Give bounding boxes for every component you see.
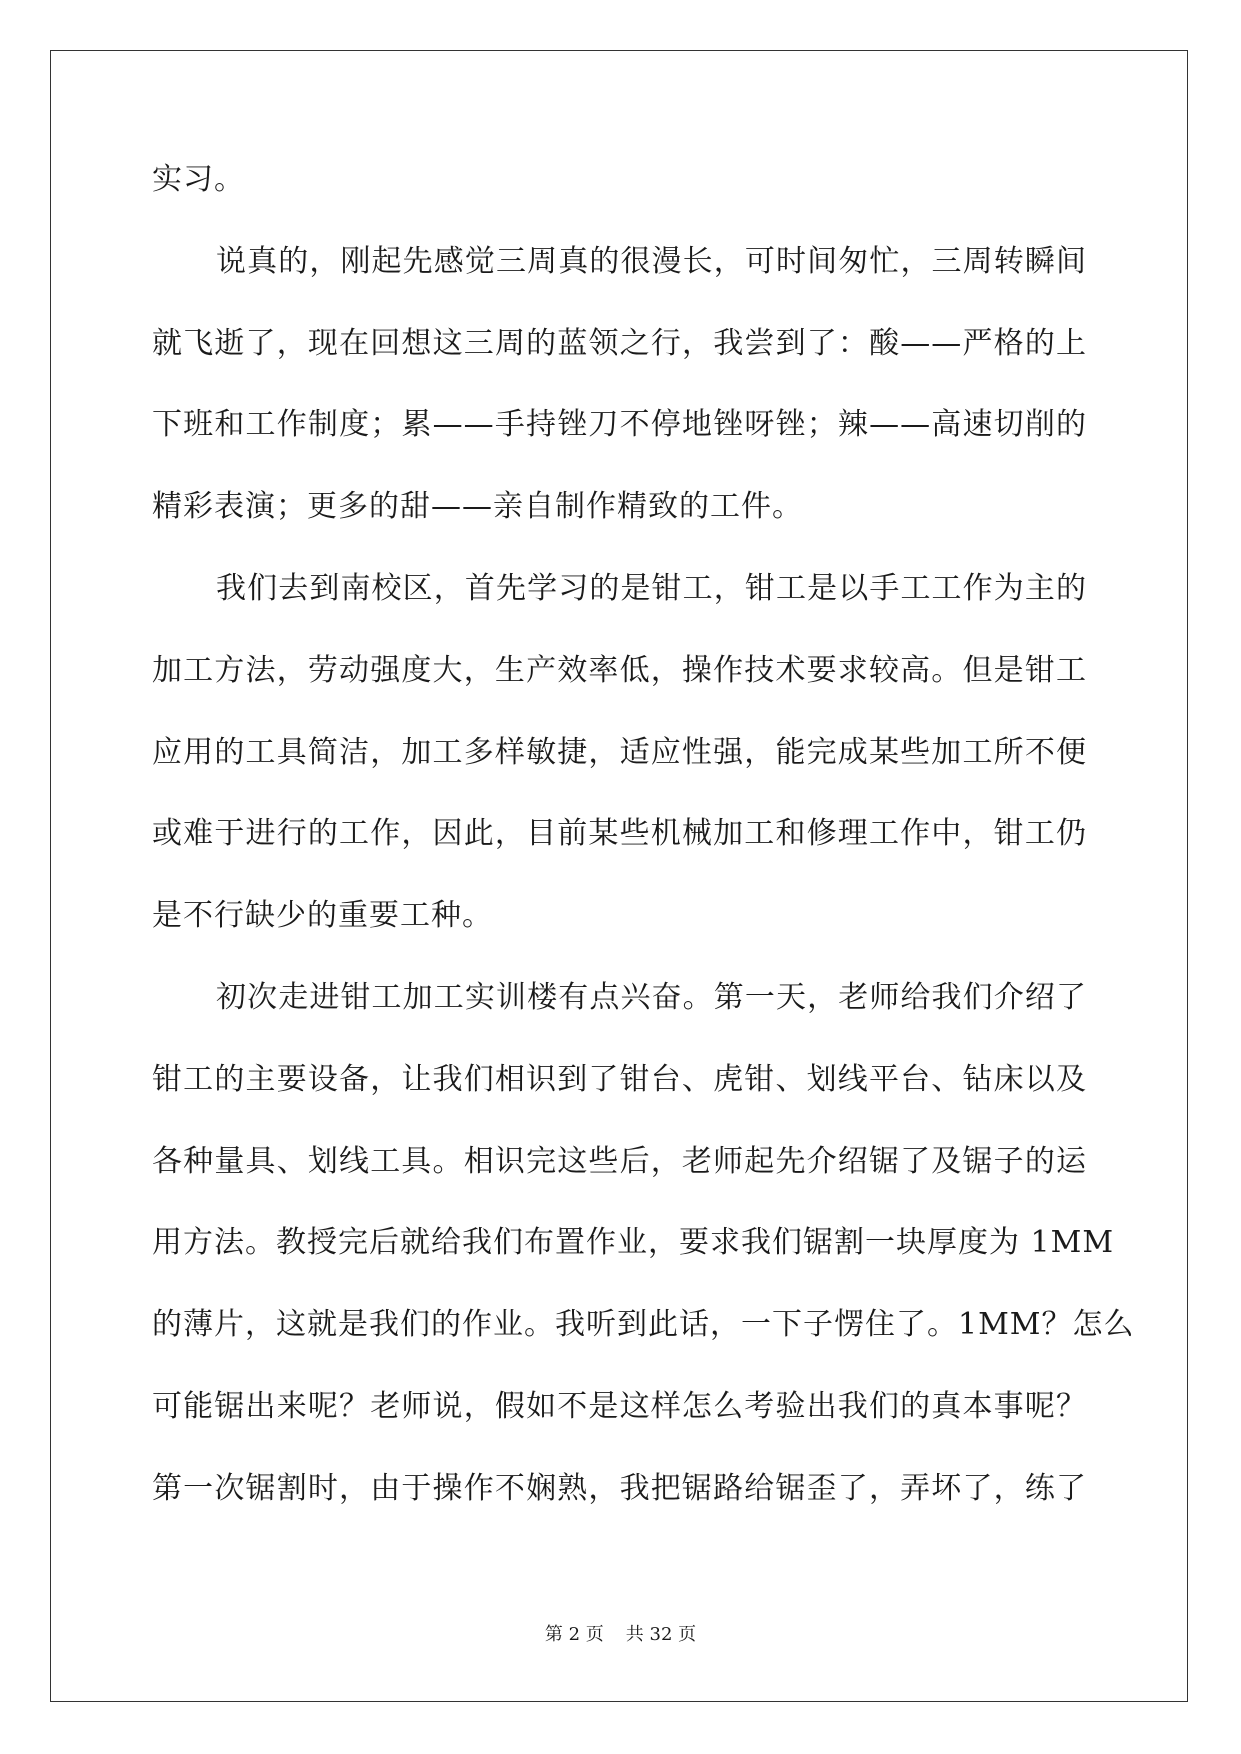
text-line: 就飞逝了，现在回想这三周的蓝领之行，我尝到了：酸——严格的上 (152, 325, 1087, 361)
text-line: 可能锯出来呢？老师说，假如不是这样怎么考验出我们的真本事呢？ (152, 1388, 1087, 1424)
text-line: 各种量具、划线工具。相识完这些后，老师起先介绍锯了及锯子的运 (152, 1143, 1087, 1179)
text-line: 用方法。教授完后就给我们布置作业，要求我们锯割一块厚度为 1MM (152, 1225, 1115, 1261)
page-number: 第 2 页 (544, 1624, 604, 1645)
text-line: 应用的工具简洁，加工多样敏捷，适应性强，能完成某些加工所不便 (152, 734, 1087, 770)
document-body (152, 162, 1135, 1553)
text-line: 初次走进钳工加工实训楼有点兴奋。第一天，老师给我们介绍了 (216, 979, 1087, 1015)
text-line: 精彩表演；更多的甜——亲自制作精致的工件。 (152, 489, 803, 525)
text-line: 实习。 (152, 162, 245, 197)
text-line: 钳工的主要设备，让我们相识到了钳台、虎钳、划线平台、钻床以及 (152, 1061, 1087, 1097)
text-line: 我们去到南校区，首先学习的是钳工，钳工是以手工工作为主的 (216, 570, 1087, 606)
text-line: 下班和工作制度；累——手持锉刀不停地锉呀锉；辣——高速切削的 (152, 407, 1087, 443)
text-line: 第一次锯割时，由于操作不娴熟，我把锯路给锯歪了，弄坏了，练了 (152, 1470, 1087, 1506)
text-line: 加工方法，劳动强度大，生产效率低，操作技术要求较高。但是钳工 (152, 652, 1087, 688)
page-total: 共 32 页 (625, 1624, 697, 1645)
text-line: 说真的，刚起先感觉三周真的很漫长，可时间匆忙，三周转瞬间 (216, 243, 1087, 279)
text-line: 的薄片，这就是我们的作业。我听到此话，一下子愣住了。1MM？怎么 (152, 1307, 1135, 1343)
text-line: 或难于进行的工作，因此，目前某些机械加工和修理工作中，钳工仍 (152, 816, 1087, 852)
text-line: 是不行缺少的重要工种。 (152, 898, 493, 934)
page-footer (0, 1620, 1241, 1646)
